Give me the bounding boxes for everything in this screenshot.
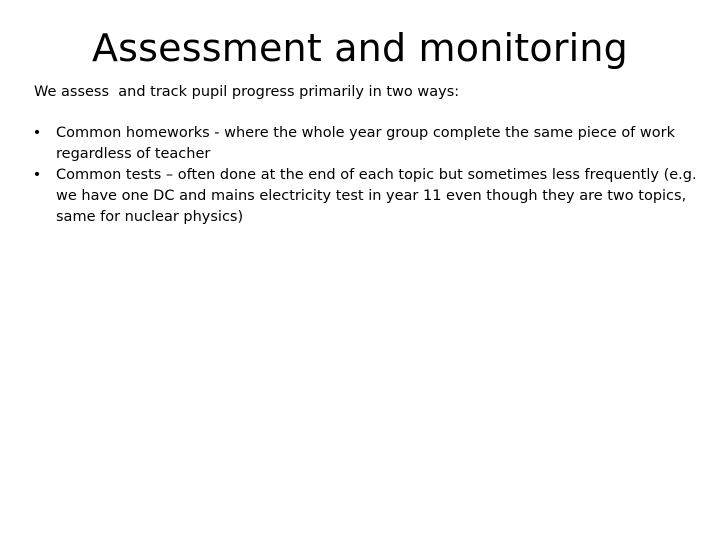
bullet-item-tests: [34, 165, 704, 228]
bullet-text: Common tests – often done at the end of each topic but sometimes less frequently (e.g. we have one DC and mains electricity test in year 11 even though they are two topics, same for nuclear physics): [56, 167, 697, 225]
slide-title: Assessment and monitoring: [91, 26, 629, 70]
bullet-icon: •: [32, 167, 42, 183]
intro-text: We assess and track pupil progress primarily in two ways:: [34, 84, 460, 100]
bullet-text: Common homeworks - where the whole year group complete the same piece of work regardless of teacher: [56, 125, 675, 162]
slide-body: [34, 82, 704, 228]
bullet-list: [34, 123, 704, 228]
bullet-icon: •: [32, 125, 42, 141]
bullet-item-homeworks: [34, 123, 704, 165]
